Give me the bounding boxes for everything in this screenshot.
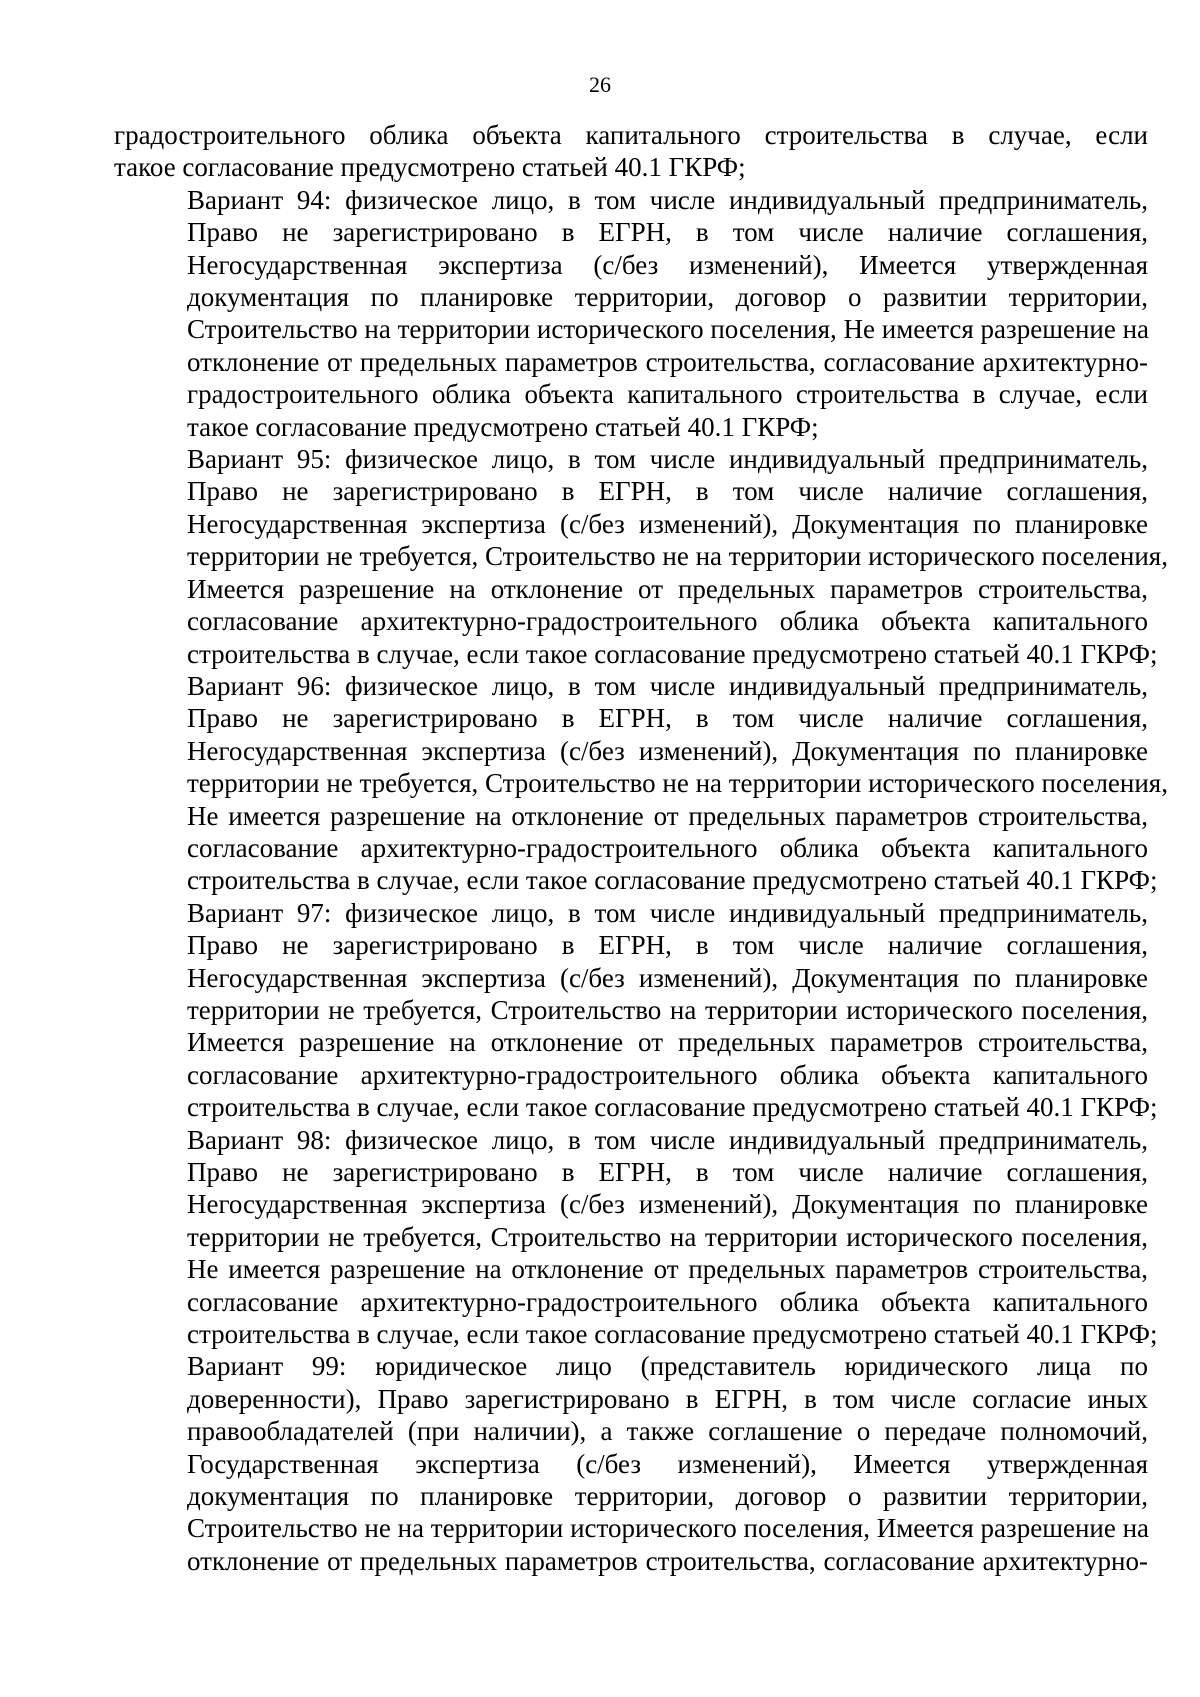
text-line: Право не зарегистрировано в ЕГРН, в том числе наличие соглашения,: [187, 1157, 1148, 1187]
text-line: Вариант 99: юридическое лицо (представитель юридического лица по: [187, 1351, 1148, 1382]
text-line: Не имеется разрешение на отклонение от предельных параметров строительства,: [187, 1254, 1148, 1285]
page-number: 26: [589, 72, 611, 97]
text-line: Негосударственная экспертиза (с/без изменений), Документация по планировке: [187, 962, 1148, 993]
text-line: Не имеется разрешение на отклонение от предельных параметров строительства,: [187, 800, 1148, 831]
text-line: территории не требуется, Строительство на территории исторического поселения,: [187, 1221, 1148, 1252]
paragraph: [114, 119, 1148, 184]
text-line: строительства в случае, если такое согласование предусмотрено статьей 40.1 ГКРФ;: [187, 865, 1158, 896]
text-line: территории не требуется, Строительство на территории исторического поселения,: [187, 994, 1148, 1025]
text-line: Вариант 96: физическое лицо, в том числе индивидуальный предприниматель,: [187, 670, 1148, 701]
text-line: Вариант 97: физическое лицо, в том числе индивидуальный предприниматель,: [187, 897, 1148, 928]
text-line: градостроительного облика объекта капитального строительства в случае, если: [114, 120, 1148, 150]
text-line: согласование архитектурно-градостроительного облика объекта капитального: [187, 606, 1148, 637]
paragraph: [114, 1350, 1148, 1577]
text-line: территории не требуется, Строительство не на территории исторического поселения,: [187, 541, 1168, 572]
text-line: Негосударственная экспертиза (с/без изменений), Документация по планировке: [187, 735, 1148, 766]
text-line: отклонение от предельных параметров строительства, согласование архитектурно-: [187, 346, 1148, 377]
document-body: [114, 119, 1168, 1577]
text-line: такое согласование предусмотрено статьей 40.1 ГКРФ;: [114, 152, 746, 183]
text-line: строительства в случае, если такое согласование предусмотрено статьей 40.1 ГКРФ;: [187, 1319, 1158, 1350]
text-line: отклонение от предельных параметров строительства, согласование архитектурно-: [187, 1545, 1148, 1576]
text-line: Строительство на территории исторического поселения, Не имеется разрешение на: [187, 314, 1150, 345]
text-line: Право не зарегистрировано в ЕГРН, в том числе наличие соглашения,: [187, 476, 1148, 507]
text-line: Вариант 95: физическое лицо, в том числе индивидуальный предприниматель,: [187, 444, 1148, 475]
text-line: согласование архитектурно-градостроительного облика объекта капитального: [187, 1059, 1148, 1090]
text-line: Строительство не на территории исторического поселения, Имеется разрешение на: [187, 1513, 1150, 1544]
text-line: Негосударственная экспертиза (с/без изменений), Документация по планировке: [187, 508, 1148, 539]
text-line: Право не зарегистрировано в ЕГРН, в том числе наличие соглашения,: [187, 217, 1148, 248]
text-line: Имеется разрешение на отклонение от предельных параметров строительства,: [187, 1027, 1148, 1058]
text-line: строительства в случае, если такое согласование предусмотрено статьей 40.1 ГКРФ;: [187, 1092, 1158, 1123]
text-line: Имеется разрешение на отклонение от предельных параметров строительства,: [187, 573, 1148, 604]
paragraph: [114, 443, 1168, 670]
paragraph: [114, 897, 1158, 1124]
text-line: согласование архитектурно-градостроительного облика объекта капитального: [187, 832, 1148, 863]
text-line: Вариант 94: физическое лицо, в том числе индивидуальный предприниматель,: [187, 184, 1148, 215]
text-line: Право не зарегистрировано в ЕГРН, в том числе наличие соглашения,: [187, 703, 1148, 734]
text-line: строительства в случае, если такое согласование предусмотрено статьей 40.1 ГКРФ;: [187, 638, 1158, 669]
text-line: документация по планировке территории, договор о развитии территории,: [187, 282, 1148, 313]
text-line: Государственная экспертиза (с/без изменений), Имеется утвержденная: [187, 1448, 1148, 1479]
text-line: Право не зарегистрировано в ЕГРН, в том числе наличие соглашения,: [187, 930, 1148, 961]
text-line: Вариант 98: физическое лицо, в том числе индивидуальный предприниматель,: [187, 1124, 1148, 1155]
text-line: Негосударственная экспертиза (с/без изменений), Имеется утвержденная: [187, 249, 1148, 280]
text-line: Негосударственная экспертиза (с/без изменений), Документация по планировке: [187, 1189, 1148, 1220]
text-line: согласование архитектурно-градостроительного облика объекта капитального: [187, 1286, 1148, 1317]
paragraph: [114, 184, 1148, 443]
text-line: документация по планировке территории, договор о развитии территории,: [187, 1481, 1148, 1512]
text-line: такое согласование предусмотрено статьей 40.1 ГКРФ;: [187, 411, 819, 442]
text-line: доверенности), Право зарегистрировано в ЕГРН, в том числе согласие иных: [187, 1383, 1148, 1414]
text-line: территории не требуется, Строительство не на территории исторического поселения,: [187, 768, 1168, 799]
text-line: правообладателей (при наличии), а также соглашение о передаче полномочий,: [187, 1416, 1148, 1447]
paragraph: [114, 1124, 1158, 1351]
paragraph: [114, 670, 1168, 897]
text-line: градостроительного облика объекта капитального строительства в случае, если: [187, 379, 1148, 410]
